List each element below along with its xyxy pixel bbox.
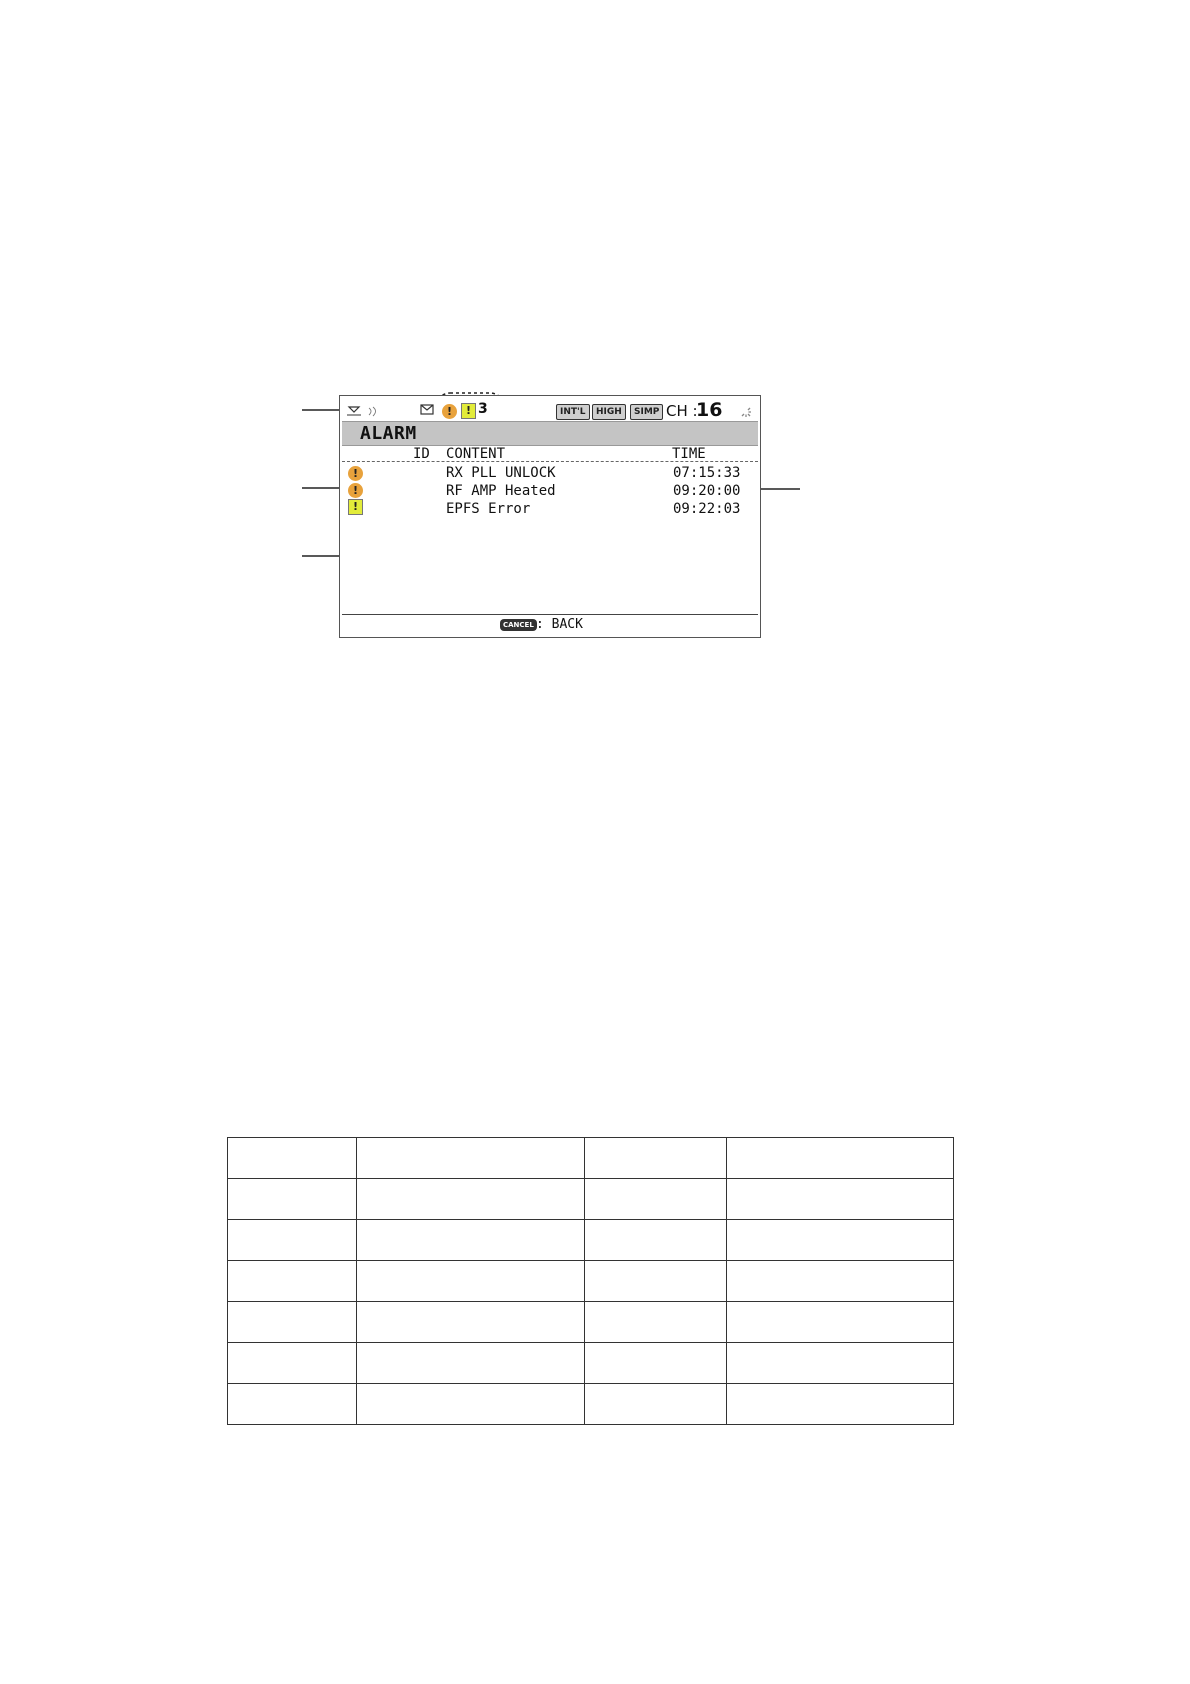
table-cell bbox=[357, 1179, 585, 1220]
cancel-key[interactable]: CANCEL bbox=[500, 619, 537, 631]
warning-circle-icon: ! bbox=[348, 483, 363, 498]
caution-square-icon: ! bbox=[348, 499, 363, 515]
table-row bbox=[228, 1220, 954, 1261]
table-row bbox=[228, 1343, 954, 1384]
chip-simplex: SIMP bbox=[630, 404, 663, 420]
table-cell bbox=[228, 1220, 357, 1261]
table-cell bbox=[228, 1302, 357, 1343]
table-cell bbox=[585, 1343, 727, 1384]
table-cell bbox=[228, 1179, 357, 1220]
table-cell bbox=[585, 1302, 727, 1343]
table-cell bbox=[357, 1138, 585, 1179]
footer-divider bbox=[342, 614, 758, 615]
table-cell bbox=[727, 1384, 954, 1425]
alarm-time: 09:20:00 bbox=[673, 483, 741, 499]
table-cell bbox=[228, 1261, 357, 1302]
table-row bbox=[228, 1261, 954, 1302]
channel-value: 16 bbox=[696, 399, 723, 421]
table-cell bbox=[228, 1384, 357, 1425]
table-cell bbox=[585, 1384, 727, 1425]
table-cell bbox=[727, 1138, 954, 1179]
alarm-content: EPFS Error bbox=[446, 501, 531, 517]
title-bar bbox=[342, 421, 758, 446]
alarm-time: 07:15:33 bbox=[673, 465, 741, 481]
table-cell bbox=[357, 1384, 585, 1425]
caution-square-icon: ! bbox=[461, 403, 476, 419]
chip-intl: INT'L bbox=[556, 404, 590, 420]
table-cell bbox=[727, 1343, 954, 1384]
table-row bbox=[228, 1138, 954, 1179]
chip-power-high: HIGH bbox=[592, 404, 626, 420]
table-row bbox=[228, 1179, 954, 1220]
table-row bbox=[228, 1302, 954, 1343]
antenna-signal-icon bbox=[347, 404, 387, 418]
table-cell bbox=[727, 1302, 954, 1343]
column-header-content: CONTENT bbox=[446, 446, 506, 462]
warning-circle-icon: ! bbox=[442, 404, 457, 419]
table-cell bbox=[228, 1343, 357, 1384]
header-divider bbox=[342, 461, 758, 462]
column-header-id: ID bbox=[413, 446, 430, 462]
page-title: ALARM bbox=[360, 423, 417, 444]
alarm-count: 3 bbox=[478, 401, 488, 417]
document-table bbox=[227, 1137, 954, 1425]
table-cell bbox=[585, 1261, 727, 1302]
table-cell bbox=[727, 1261, 954, 1302]
table-cell bbox=[585, 1179, 727, 1220]
column-header-time: TIME bbox=[672, 446, 706, 462]
table-cell bbox=[727, 1220, 954, 1261]
busy-spinner-icon bbox=[740, 406, 752, 418]
table-cell bbox=[357, 1220, 585, 1261]
alarm-screen bbox=[339, 395, 761, 638]
table-cell bbox=[727, 1179, 954, 1220]
table-cell bbox=[585, 1220, 727, 1261]
message-envelope-icon bbox=[420, 404, 434, 416]
table-cell bbox=[357, 1343, 585, 1384]
alarm-content: RX PLL UNLOCK bbox=[446, 465, 556, 481]
table-row bbox=[228, 1384, 954, 1425]
warning-circle-icon: ! bbox=[348, 466, 363, 481]
alarm-content: RF AMP Heated bbox=[446, 483, 556, 499]
table-cell bbox=[585, 1138, 727, 1179]
channel-label: CH : bbox=[666, 402, 698, 420]
table-cell bbox=[357, 1302, 585, 1343]
back-hint: : BACK bbox=[536, 617, 583, 632]
alarm-time: 09:22:03 bbox=[673, 501, 741, 517]
table-cell bbox=[228, 1138, 357, 1179]
table-cell bbox=[357, 1261, 585, 1302]
